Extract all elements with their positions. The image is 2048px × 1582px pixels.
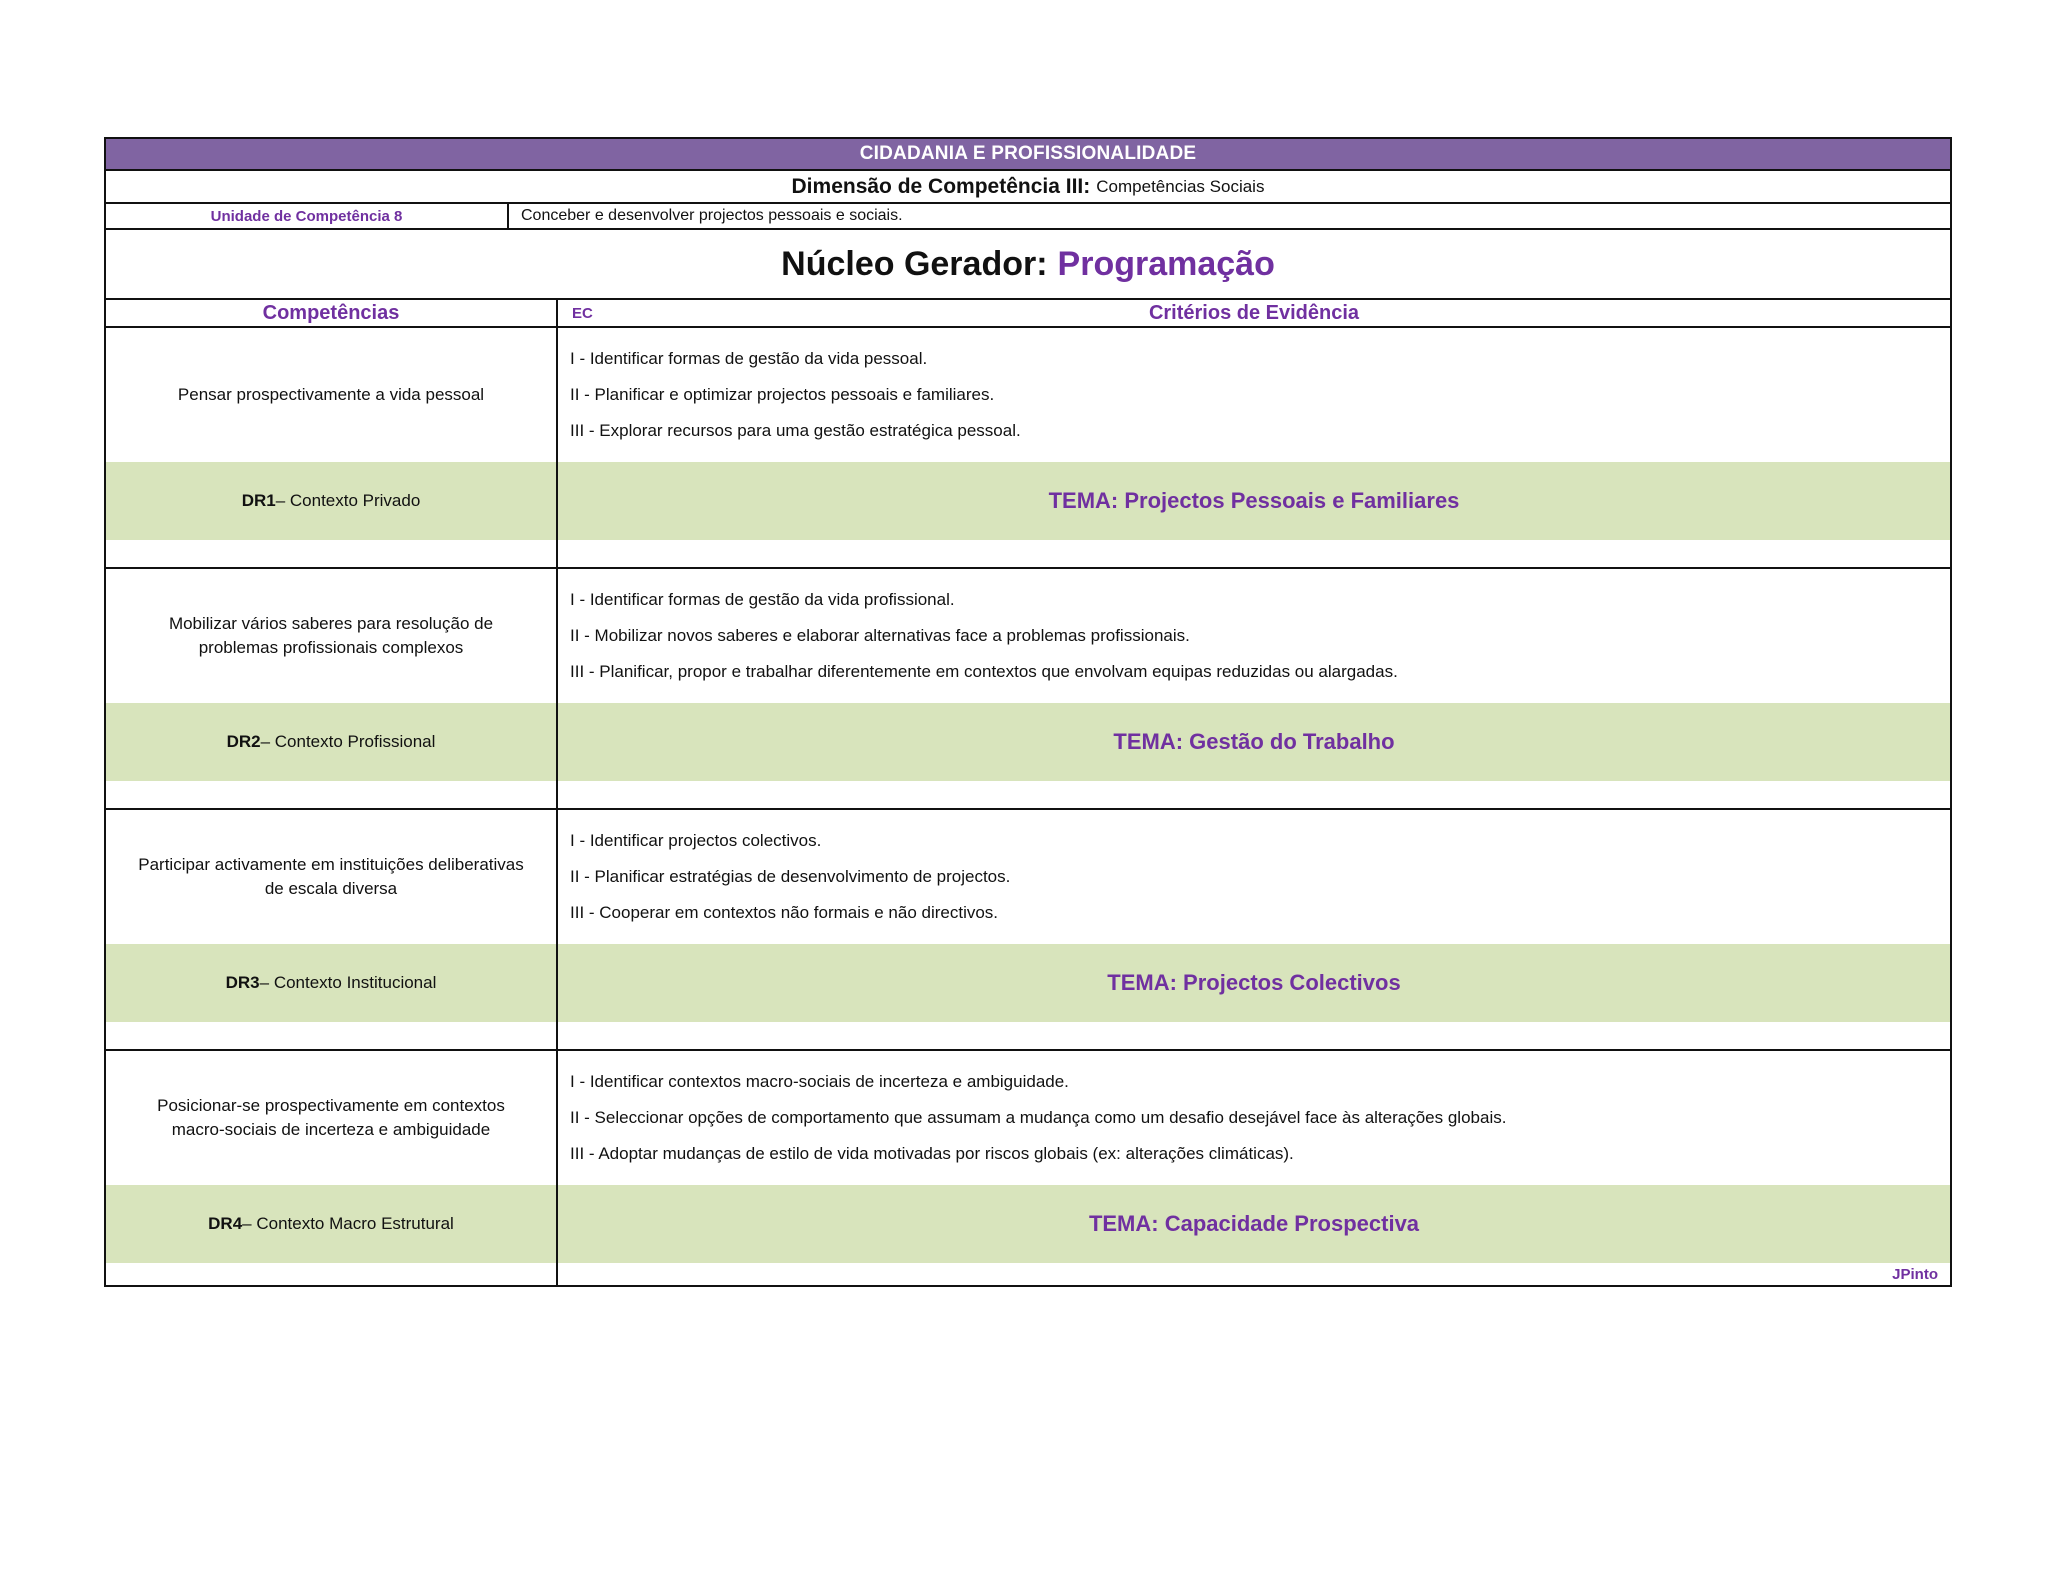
dr-label <box>106 462 558 540</box>
dr-row <box>106 1185 1950 1263</box>
dr-context: – Contexto Macro Estrutural <box>242 1214 454 1233</box>
dr-row <box>106 944 1950 1022</box>
dr-code: DR4 <box>208 1214 243 1233</box>
unit-label: Unidade de Competência 8 <box>106 204 509 228</box>
competency-row <box>106 569 1950 703</box>
dr-label <box>106 1185 558 1263</box>
footer-row <box>106 1263 1950 1285</box>
competency-table <box>104 137 1952 1287</box>
table-title: CIDADANIA E PROFISSIONALIDADE <box>859 143 1197 164</box>
criteria-item: II - Planificar e optimizar projectos pessoais e familiares. <box>570 385 995 404</box>
criteria-item: III - Cooperar em contextos não formais e não directivos. <box>570 903 999 922</box>
competency-row <box>106 328 1950 462</box>
header-criterios: Critérios de Evidência <box>1148 301 1360 324</box>
criteria-item: II - Mobilizar novos saberes e elaborar alternativas face a problemas profissionais. <box>570 626 1190 645</box>
tema-label: TEMA: Projectos Pessoais e Familiares <box>1048 488 1460 513</box>
competency-block-4 <box>106 1051 1950 1285</box>
dr-context: – Contexto Privado <box>275 491 421 510</box>
competency-block-3 <box>106 810 1950 1051</box>
unit-description: Conceber e desenvolver projectos pessoais e sociais. <box>521 207 903 224</box>
dr-code: DR2 <box>226 732 261 751</box>
nucleo-value: Programação <box>1057 244 1275 283</box>
criteria-list <box>558 810 1950 944</box>
header-criterios-cell <box>558 300 1950 326</box>
competency-row <box>106 810 1950 944</box>
criteria-item: I - Identificar contextos macro-sociais de incerteza e ambiguidade. <box>570 1072 1069 1091</box>
spacer-right <box>558 781 1950 808</box>
criteria-item: I - Identificar projectos colectivos. <box>570 831 822 850</box>
tema-label: TEMA: Capacidade Prospectiva <box>1088 1211 1420 1236</box>
dr-code: DR3 <box>225 973 260 992</box>
competency-text: Posicionar-se prospectivamente em contextos macro-sociais de incerteza e ambiguidade <box>106 1051 558 1185</box>
dr-context: – Contexto Profissional <box>260 732 436 751</box>
criteria-item: II - Planificar estratégias de desenvolvimento de projectos. <box>570 867 1011 886</box>
tema-label: TEMA: Projectos Colectivos <box>1107 970 1401 995</box>
unit-row <box>106 204 1950 230</box>
tema-label: TEMA: Gestão do Trabalho <box>1113 729 1395 754</box>
spacer-row <box>106 781 1950 808</box>
spacer-left <box>106 781 558 808</box>
dr-label <box>106 944 558 1022</box>
spacer-left <box>106 540 558 567</box>
criteria-list <box>558 1051 1950 1185</box>
dr-context: – Contexto Institucional <box>259 973 437 992</box>
spacer-left <box>106 1022 558 1049</box>
spacer-row <box>106 1022 1950 1049</box>
spacer-right <box>558 1022 1950 1049</box>
table-title-bar <box>106 139 1950 171</box>
nucleo-label: Núcleo Gerador: <box>781 244 1048 283</box>
competency-text: Mobilizar vários saberes para resolução de problemas profissionais complexos <box>106 569 558 703</box>
header-competencias: Competências <box>106 300 558 326</box>
column-headers <box>106 300 1950 328</box>
criteria-list <box>558 328 1950 462</box>
dimension-value: Competências Sociais <box>1096 176 1265 196</box>
criteria-item: II - Seleccionar opções de comportamento que assumam a mudança como um desafio desejável face às alterações globais. <box>570 1108 1507 1127</box>
dimension-row <box>106 171 1950 204</box>
spacer-right <box>558 540 1950 567</box>
criteria-list <box>558 569 1950 703</box>
criteria-item: III - Planificar, propor e trabalhar diferentemente em contextos que envolvam equipas reduzidas ou alargadas. <box>570 662 1398 681</box>
criteria-item: III - Adoptar mudanças de estilo de vida motivadas por riscos globais (ex: alterações climáticas). <box>570 1144 1294 1163</box>
competency-text: Pensar prospectivamente a vida pessoal <box>106 328 558 462</box>
dr-row <box>106 703 1950 781</box>
competency-text: Participar activamente em instituições deliberativas de escala diversa <box>106 810 558 944</box>
competency-block-1 <box>106 328 1950 569</box>
dr-code: DR1 <box>241 491 276 510</box>
competency-row <box>106 1051 1950 1185</box>
dr-row <box>106 462 1950 540</box>
competency-block-2 <box>106 569 1950 810</box>
criteria-item: I - Identificar formas de gestão da vida pessoal. <box>570 349 928 368</box>
dr-label <box>106 703 558 781</box>
criteria-item: I - Identificar formas de gestão da vida profissional. <box>570 590 955 609</box>
author-signature: JPinto <box>1892 1265 1938 1283</box>
criteria-item: III - Explorar recursos para uma gestão estratégica pessoal. <box>570 421 1021 440</box>
header-ec: EC <box>572 305 593 322</box>
footer-left <box>106 1263 558 1285</box>
dimension-label: Dimensão de Competência III: <box>791 174 1091 198</box>
spacer-row <box>106 540 1950 567</box>
nucleo-row <box>106 230 1950 300</box>
